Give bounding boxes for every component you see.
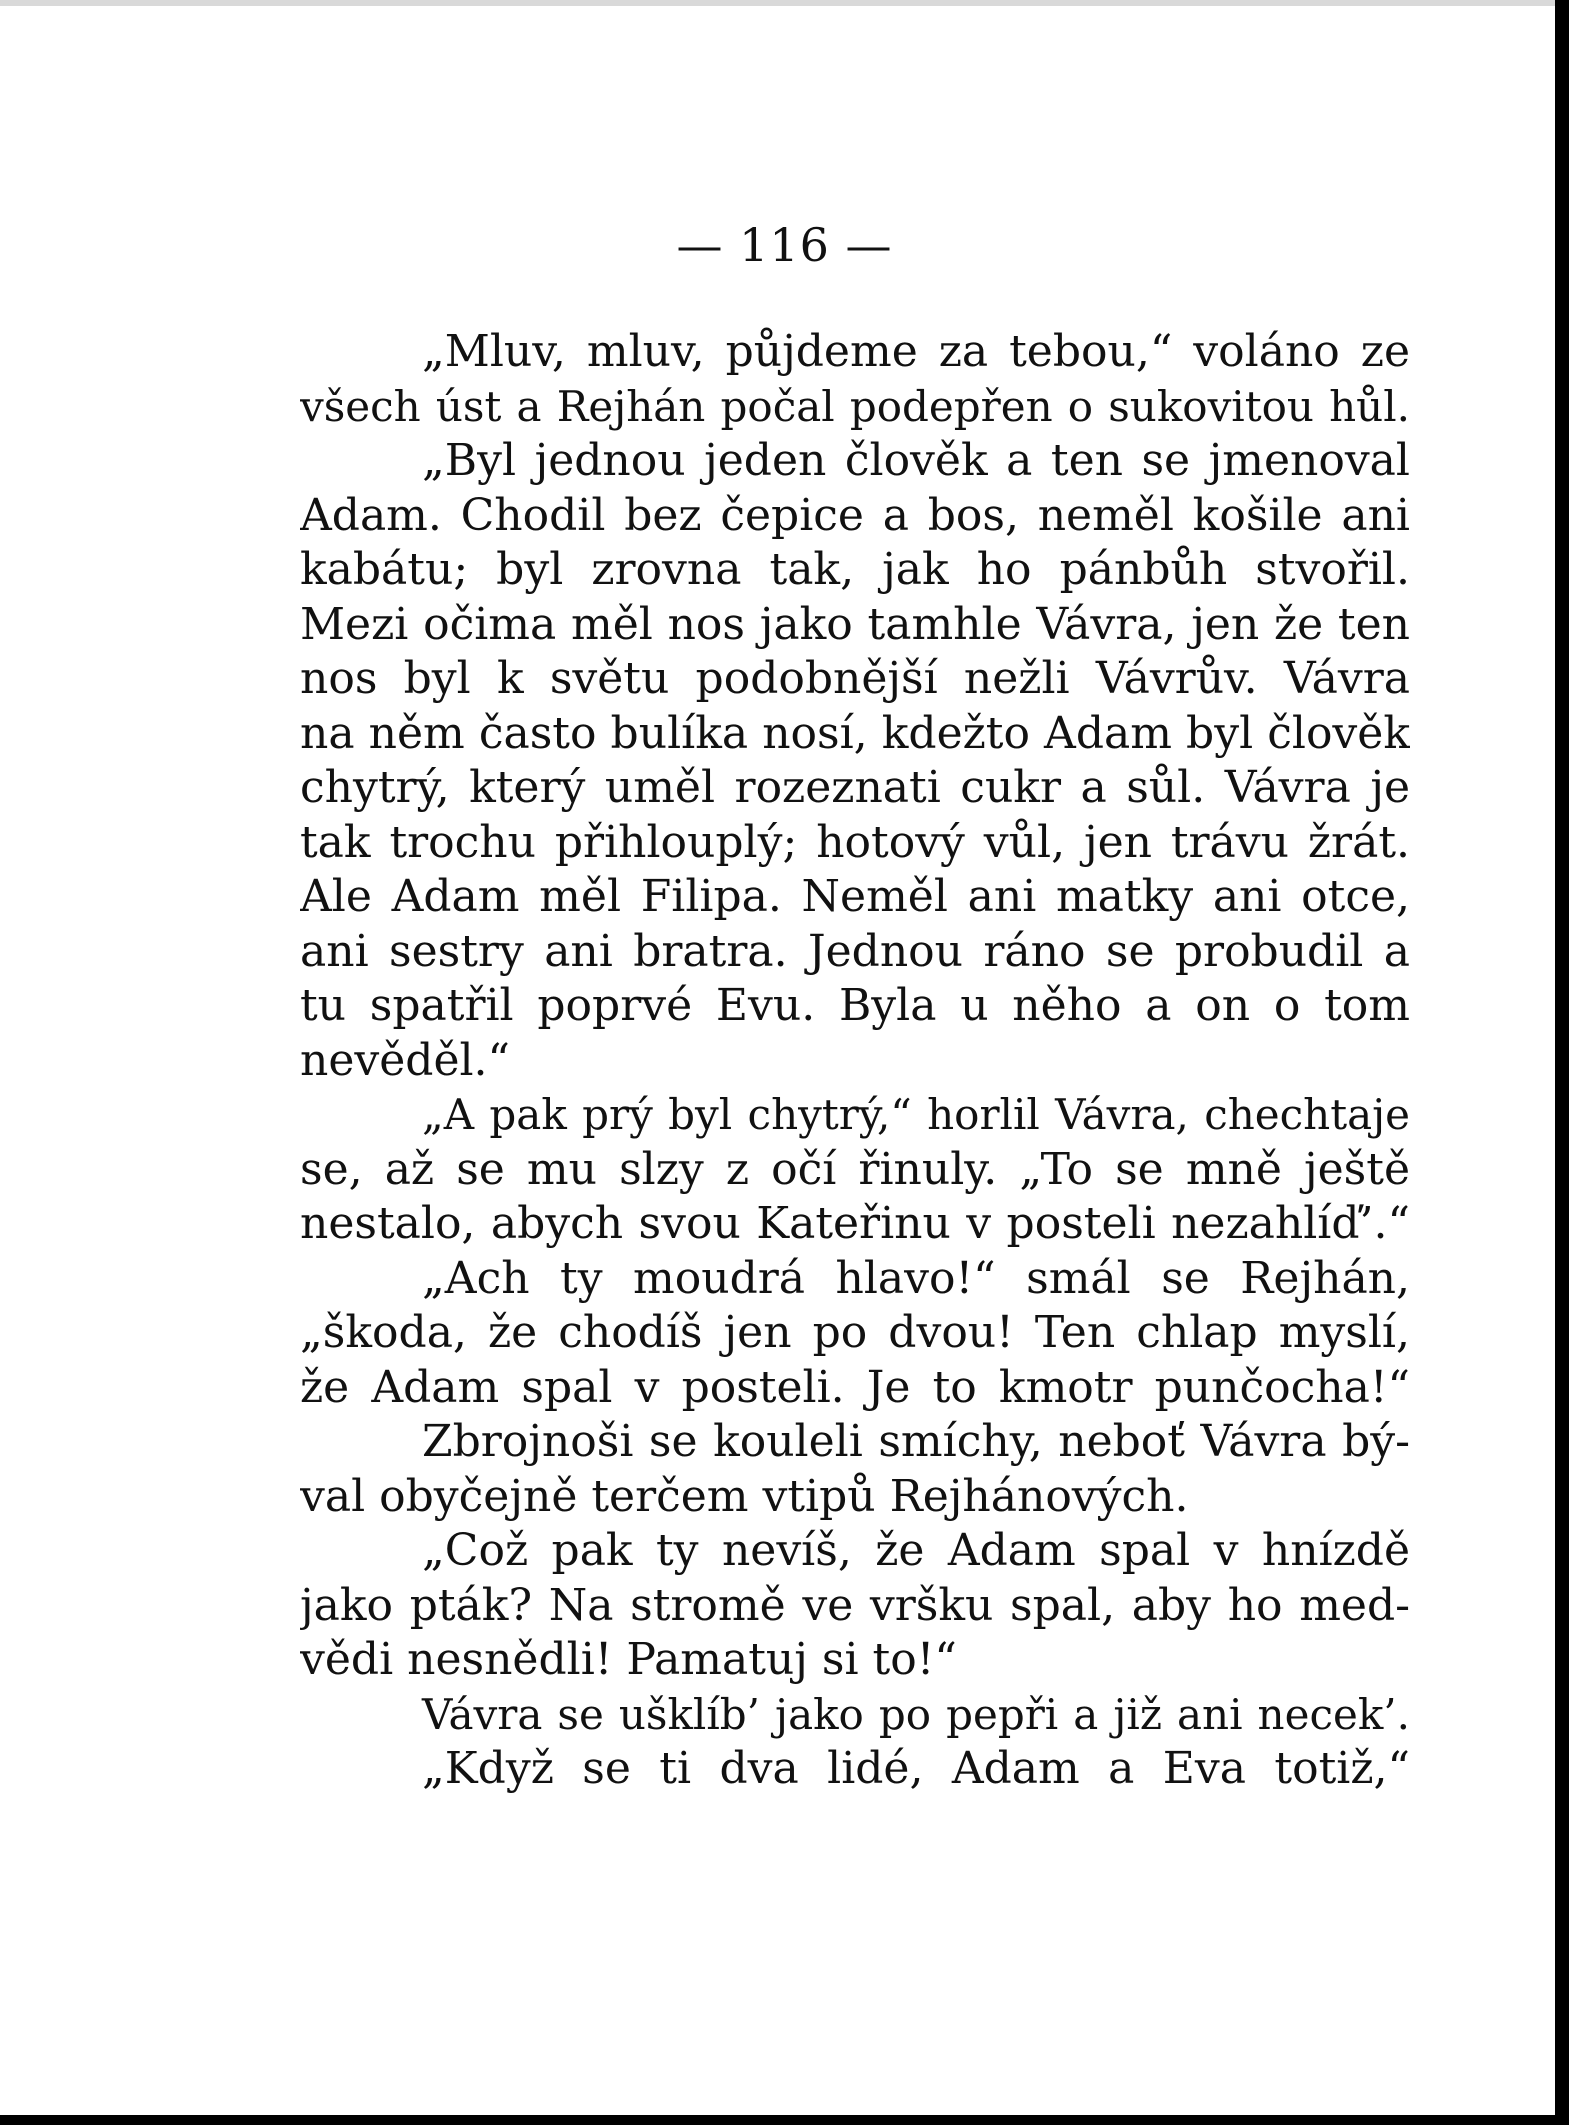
text-line: jako pták? Na stromě ve vršku spal, aby ho med- [300,1579,1410,1631]
text-line: Zbrojnoši se kouleli smíchy, neboť Vávra bý- [422,1416,1410,1467]
text-line: „A pak prý byl chytrý,“ horlil Vávra, chechtaje [422,1090,1410,1139]
text-line: val obyčejně terčem vtipů Rejhánových. [300,1470,1189,1522]
text-line: Adam. Chodil bez čepice a bos, neměl košile ani [300,489,1410,541]
text-line: nos byl k světu podobnější nežli Vávrův. Vávra [300,653,1410,704]
page-number: — 116 — [676,218,893,272]
scan-edge-bottom [0,2115,1569,2125]
text-line: kabátu; byl zrovna tak, jak ho pánbůh stvořil. [300,544,1410,595]
text-line: vědi nesnědli! Pamatuj si to!“ [300,1634,957,1685]
text-line: „Když se ti dva lidé, Adam a Eva totiž,“ [422,1743,1410,1794]
scan-edge-top [0,0,1569,6]
text-line: Vávra se ušklíb’ jako po pepři a již ani necek’. [422,1689,1410,1739]
text-line: nestalo, abych svou Kateřinu v posteli nezahlíď’.“ [300,1198,1410,1249]
text-line: všech úst a Rejhán počal podepřen o sukovitou hůl. [300,381,1410,431]
text-line: chytrý, který uměl rozeznati cukr a sůl. Vávra je [300,762,1410,813]
text-line: na něm často bulíka nosí, kdežto Adam byl člověk [300,707,1410,759]
text-line: „Byl jednou jeden člověk a ten se jmenoval [422,435,1410,486]
text-line: Ale Adam měl Filipa. Neměl ani matky ani otce, [300,871,1410,922]
text-line: „Mluv, mluv, půjdeme za tebou,“ voláno ze [422,326,1410,377]
text-line: se, až se mu slzy z očí řinuly. „To se mně ještě [300,1143,1410,1195]
body-text [300,325,1410,1797]
text-line: nevěděl.“ [300,1034,511,1086]
text-line: „škoda, že chodíš jen po dvou! Ten chlap myslí, [300,1307,1410,1358]
text-line: „Což pak ty nevíš, že Adam spal v hnízdě [422,1525,1410,1576]
text-line: tak trochu přihlouplý; hotový vůl, jen trávu žrát. [300,816,1410,868]
text-line: Mezi očima měl nos jako tamhle Vávra, jen že ten [300,598,1410,650]
scan-edge-right [1555,0,1569,2125]
text-line: tu spatřil poprvé Evu. Byla u něho a on o tom [300,980,1410,1031]
text-line: „Ach ty moudrá hlavo!“ smál se Rejhán, [422,1252,1410,1304]
text-line: ani sestry ani bratra. Jednou ráno se probudil a [300,925,1410,977]
text-line: že Adam spal v posteli. Je to kmotr punčocha!“ [300,1361,1410,1413]
